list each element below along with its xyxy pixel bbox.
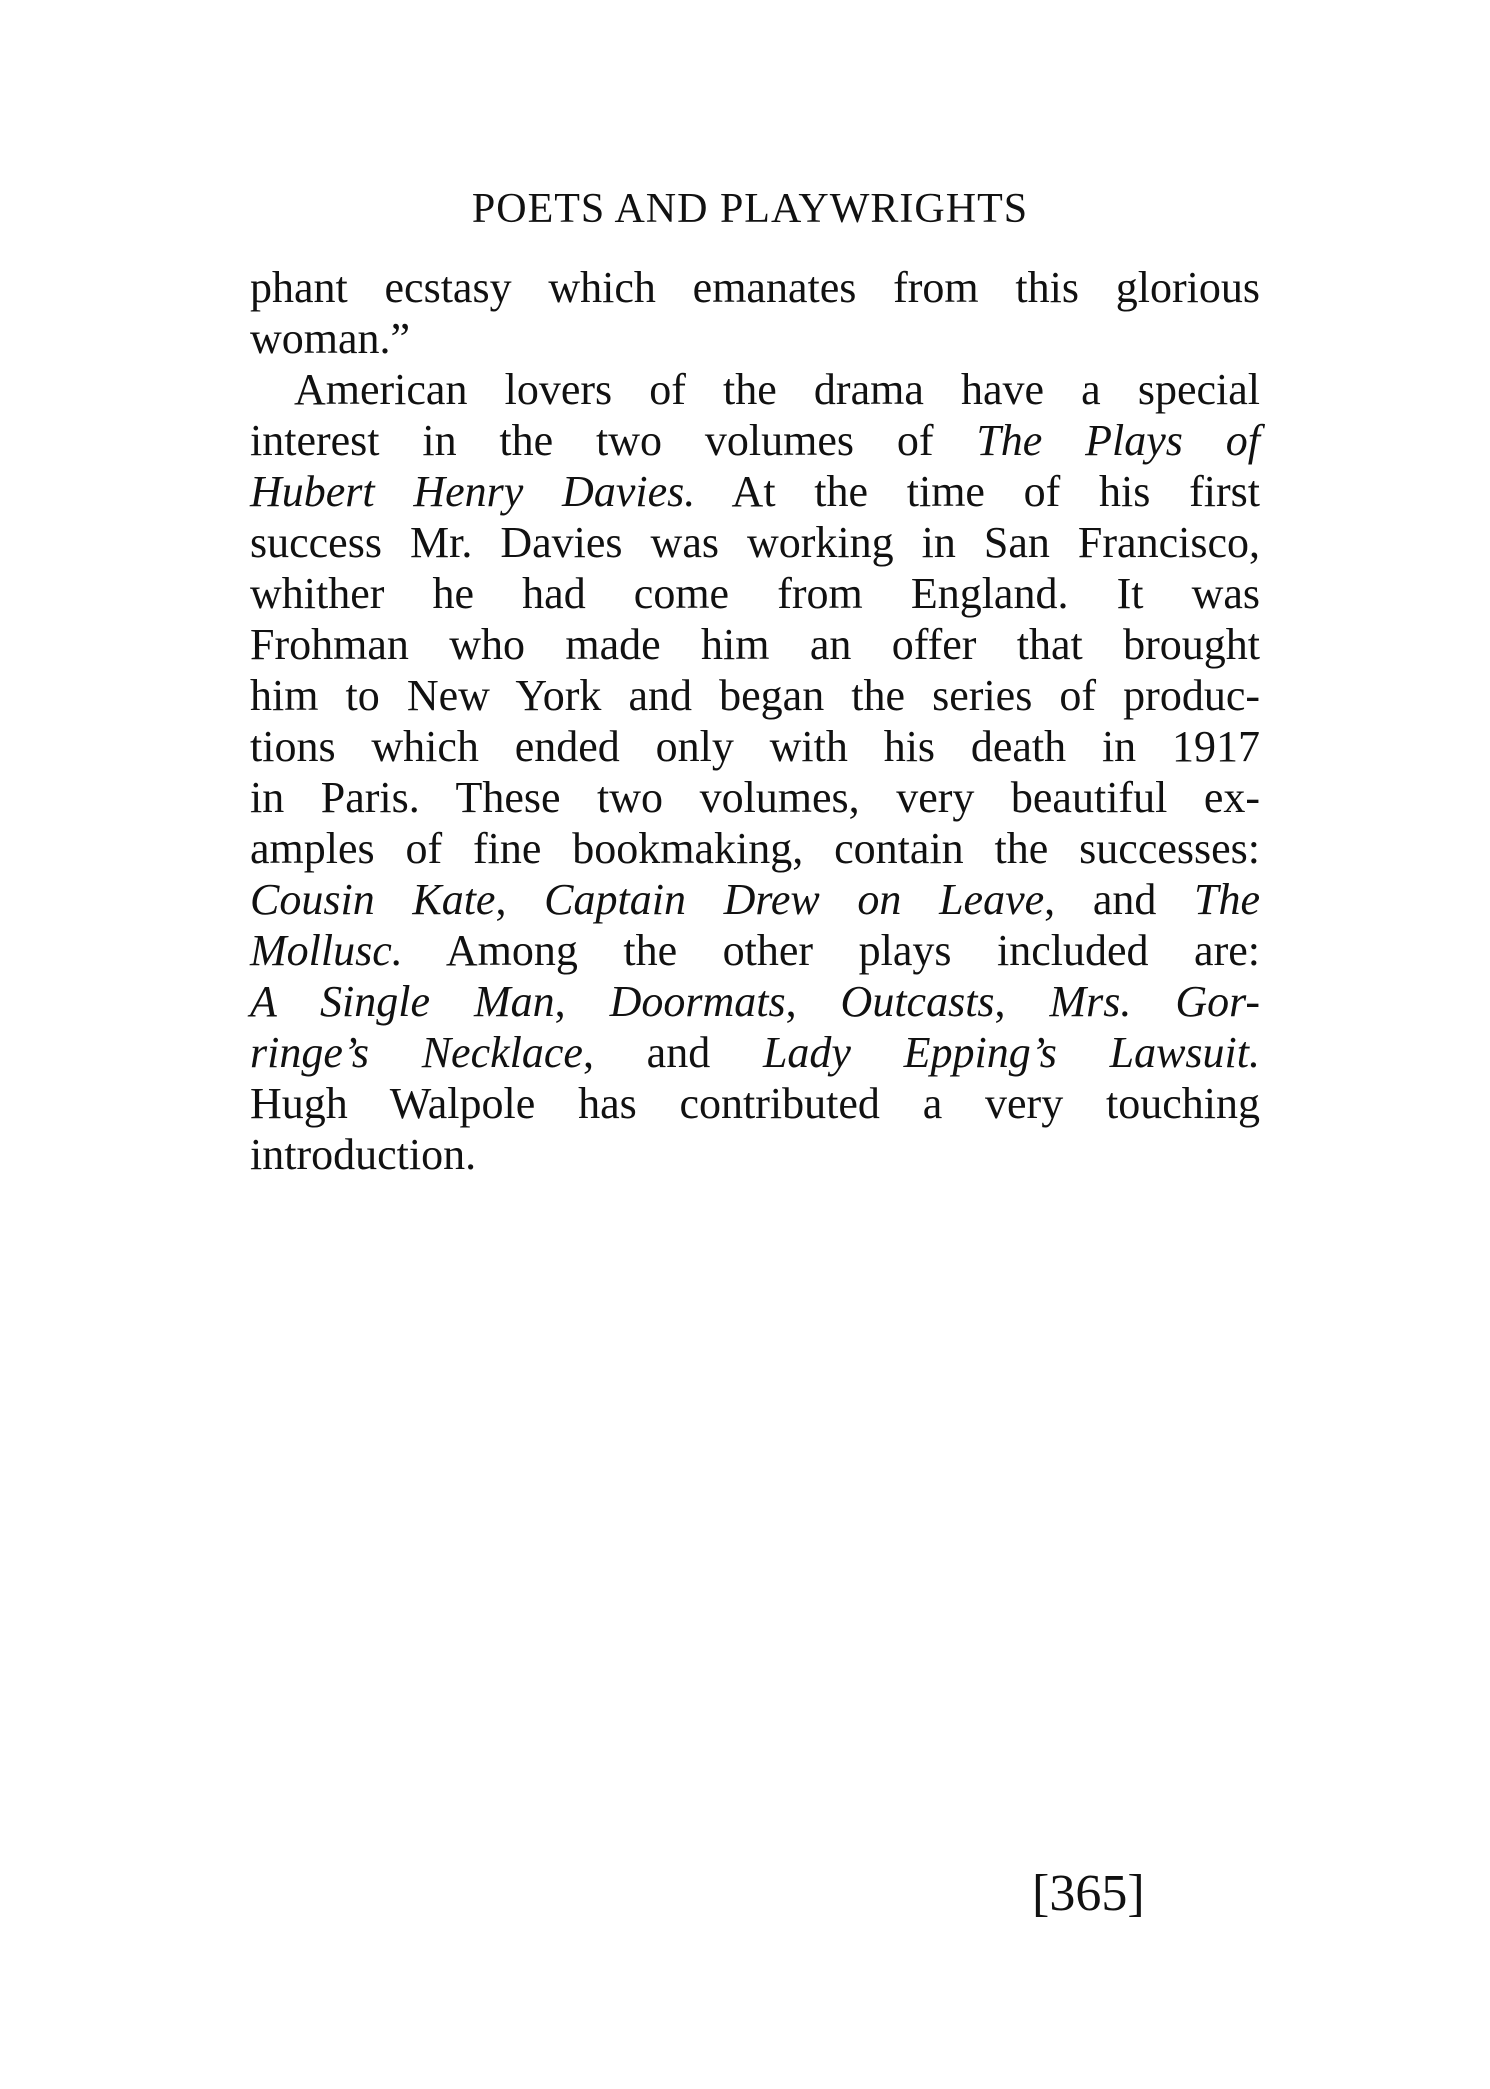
play-title: ringe’s Necklace — [250, 1028, 583, 1077]
play-title: The Plays of — [976, 416, 1260, 465]
text-span: , — [785, 977, 841, 1026]
text-line — [250, 517, 1260, 568]
play-title: Outcasts — [840, 977, 995, 1026]
play-title: Cousin Kate — [250, 875, 496, 924]
text-span: whither he had come from England. It was — [250, 569, 1260, 618]
play-title: A Single Man — [250, 977, 555, 1026]
text-line — [250, 1078, 1260, 1129]
text-span: success Mr. Davies was working in San Francisco, — [250, 518, 1260, 567]
text-span: in Paris. These two volumes, very beautiful ex- — [250, 773, 1260, 822]
play-title: Mollusc. — [250, 926, 403, 975]
play-title: Hubert Henry Davies. — [250, 467, 696, 516]
text-span: interest in the two volumes of — [250, 416, 977, 465]
text-line — [250, 823, 1260, 874]
text-span: amples of fine bookmaking, contain the successes: — [250, 824, 1260, 873]
text-span: him to New York and began the series of produc- — [250, 671, 1260, 720]
play-title: Captain Drew on Leave — [544, 875, 1045, 924]
text-line — [250, 874, 1260, 925]
text-line — [250, 415, 1260, 466]
text-line — [250, 1027, 1260, 1078]
text-line — [250, 364, 1260, 415]
text-line — [250, 721, 1260, 772]
running-head: POETS AND PLAYWRIGHTS — [471, 186, 1029, 232]
text-span: American lovers of the drama have a special — [294, 365, 1260, 414]
text-span: tions which ended only with his death in 1917 — [250, 722, 1260, 771]
play-title: Mrs. Gor- — [1049, 977, 1261, 1026]
text-span: Hugh Walpole has contributed a very touching — [250, 1079, 1260, 1128]
text-line — [250, 772, 1260, 823]
text-line — [250, 313, 1260, 364]
text-span: At the time of his first — [695, 467, 1261, 516]
text-line — [250, 262, 1260, 313]
text-line — [250, 568, 1260, 619]
text-span: woman.” — [250, 314, 411, 363]
text-line — [250, 619, 1260, 670]
text-line — [250, 466, 1260, 517]
text-span: , — [495, 875, 545, 924]
text-line — [250, 925, 1260, 976]
text-span: , and — [582, 1028, 763, 1077]
text-span: phant ecstasy which emanates from this glorious — [250, 263, 1260, 312]
page-number: [365] — [1032, 1865, 1145, 1922]
text-span: introduction. — [250, 1130, 477, 1179]
text-span: , — [554, 977, 610, 1026]
body-text — [250, 262, 1260, 1180]
play-title: Lady Epping’s Lawsuit. — [762, 1028, 1260, 1077]
play-title: Doormats — [609, 977, 786, 1026]
text-span: Frohman who made him an offer that brought — [250, 620, 1260, 669]
text-line — [250, 670, 1260, 721]
text-line — [250, 976, 1260, 1027]
text-span: , — [994, 977, 1050, 1026]
play-title: The — [1194, 875, 1261, 924]
text-span: Among the other plays included are: — [402, 926, 1260, 975]
text-line — [250, 1129, 1260, 1180]
text-span: , and — [1044, 875, 1195, 924]
